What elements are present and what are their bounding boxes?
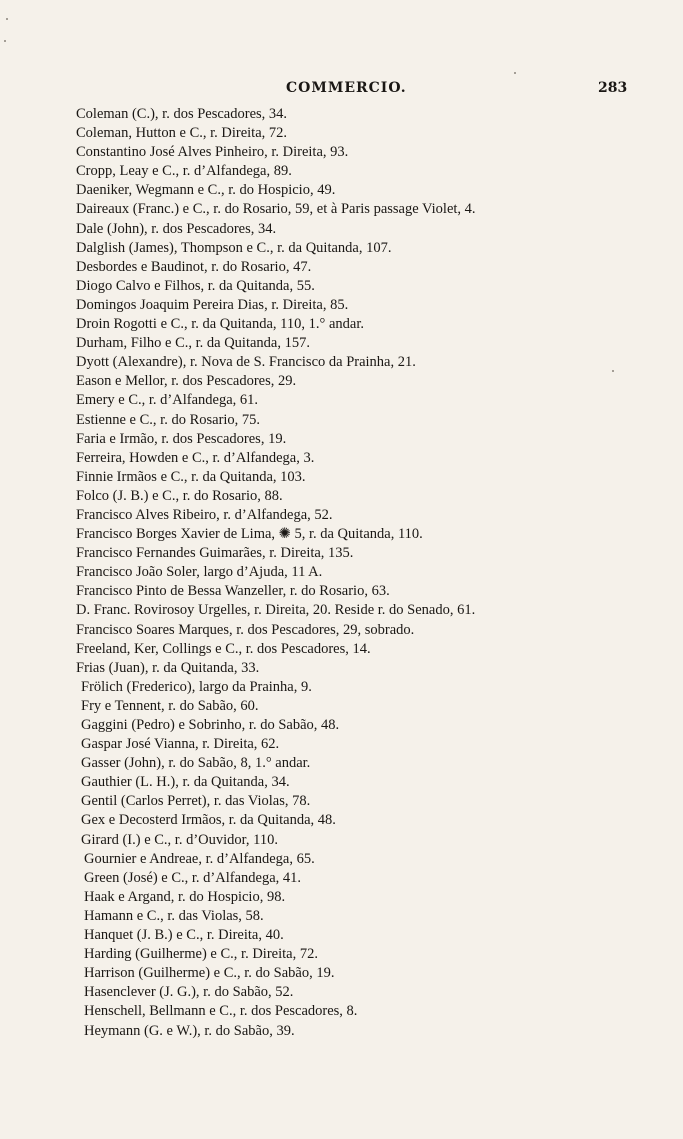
- directory-entry: Coleman, Hutton e C., r. Direita, 72.: [76, 125, 288, 142]
- directory-entry: Hamann e C., r. das Violas, 58.: [84, 907, 264, 924]
- directory-entry: Hanquet (J. B.) e C., r. Direita, 40.: [84, 927, 284, 944]
- directory-entry: Gaspar José Vianna, r. Direita, 62.: [81, 736, 280, 753]
- directory-entry: Dale (John), r. dos Pescadores, 34.: [76, 220, 277, 237]
- directory-entry: Diogo Calvo e Filhos, r. da Quitanda, 55.: [76, 277, 315, 294]
- directory-entry: Domingos Joaquim Pereira Dias, r. Direita, 85.: [76, 296, 349, 313]
- directory-entry: Desbordes e Baudinot, r. do Rosario, 47.: [76, 258, 312, 275]
- directory-entry: Faria e Irmão, r. dos Pescadores, 19.: [76, 430, 287, 447]
- directory-entry: Green (José) e C., r. d’Alfandega, 41.: [84, 869, 302, 886]
- directory-entry: Gauthier (L. H.), r. da Quitanda, 34.: [81, 774, 290, 791]
- directory-entry: Eason e Mellor, r. dos Pescadores, 29.: [76, 373, 297, 390]
- page-title: COMMERCIO.: [286, 80, 407, 96]
- directory-entry: Gentil (Carlos Perret), r. das Violas, 78.: [81, 793, 311, 810]
- paper-speck: [612, 370, 614, 372]
- directory-entry: Emery e C., r. d’Alfandega, 61.: [76, 392, 259, 409]
- directory-entry: Droin Rogotti e C., r. da Quitanda, 110, 1.° andar.: [76, 316, 364, 333]
- directory-entry: Harrison (Guilherme) e C., r. do Sabão, 19.: [84, 965, 335, 982]
- directory-entry: Dyott (Alexandre), r. Nova de S. Francisco da Prainha, 21.: [76, 354, 416, 371]
- directory-entry: Harding (Guilherme) e C., r. Direita, 72.: [84, 946, 318, 963]
- paper-speck: [4, 40, 6, 42]
- directory-entry: Hasenclever (J. G.), r. do Sabão, 52.: [84, 984, 294, 1001]
- merchant-directory-list: [76, 105, 666, 1041]
- directory-entry: Haak e Argand, r. do Hospicio, 98.: [84, 888, 286, 905]
- directory-entry: Henschell, Bellmann e C., r. dos Pescadores, 8.: [84, 1003, 358, 1020]
- directory-entry: Estienne e C., r. do Rosario, 75.: [76, 411, 261, 428]
- directory-entry: Gournier e Andreae, r. d’Alfandega, 65.: [84, 850, 315, 867]
- directory-entry: Heymann (G. e W.), r. do Sabão, 39.: [84, 1022, 295, 1039]
- directory-entry: Daeniker, Wegmann e C., r. do Hospicio, 49.: [76, 182, 336, 199]
- directory-entry: Francisco Soares Marques, r. dos Pescadores, 29, sobrado.: [76, 621, 415, 638]
- directory-entry: Gasser (John), r. do Sabão, 8, 1.° andar.: [81, 755, 311, 772]
- paper-speck: [6, 18, 8, 20]
- directory-entry: Daireaux (Franc.) e C., r. do Rosario, 59, et à Paris passage Violet, 4.: [76, 201, 476, 218]
- directory-entry: Freeland, Ker, Collings e C., r. dos Pescadores, 14.: [76, 640, 371, 657]
- directory-entry: Cropp, Leay e C., r. d’Alfandega, 89.: [76, 163, 292, 180]
- directory-entry: Frölich (Frederico), largo da Prainha, 9.: [81, 678, 312, 695]
- page-number: 283: [598, 80, 628, 96]
- running-head: [0, 80, 683, 102]
- directory-entry: Finnie Irmãos e C., r. da Quitanda, 103.: [76, 468, 306, 485]
- directory-entry: Francisco Alves Ribeiro, r. d’Alfandega, 52.: [76, 506, 333, 523]
- directory-entry: Durham, Filho e C., r. da Quitanda, 157.: [76, 335, 310, 352]
- directory-entry: Dalglish (James), Thompson e C., r. da Quitanda, 107.: [76, 239, 392, 256]
- directory-entry: Gex e Decosterd Irmãos, r. da Quitanda, 48.: [81, 812, 336, 829]
- directory-entry: Constantino José Alves Pinheiro, r. Direita, 93.: [76, 144, 349, 161]
- directory-entry: Francisco Pinto de Bessa Wanzeller, r. do Rosario, 63.: [76, 583, 390, 600]
- directory-entry: D. Franc. Rovirosoy Urgelles, r. Direita, 20. Reside r. do Senado, 61.: [76, 602, 476, 619]
- directory-entry: Gaggini (Pedro) e Sobrinho, r. do Sabão, 48.: [81, 717, 340, 733]
- directory-entry: Fry e Tennent, r. do Sabão, 60.: [81, 697, 259, 714]
- directory-entry: Girard (I.) e C., r. d’Ouvidor, 110.: [81, 831, 279, 848]
- directory-entry: Coleman (C.), r. dos Pescadores, 34.: [76, 106, 288, 122]
- directory-entry: Folco (J. B.) e C., r. do Rosario, 88.: [76, 487, 283, 504]
- directory-entry: Francisco João Soler, largo d’Ajuda, 11 A.: [76, 564, 323, 581]
- directory-entry: Francisco Borges Xavier de Lima, ✺ 5, r. da Quitanda, 110.: [76, 526, 423, 543]
- directory-entry: Francisco Fernandes Guimarães, r. Direita, 135.: [76, 545, 354, 562]
- directory-entry: Ferreira, Howden e C., r. d’Alfandega, 3.: [76, 449, 315, 466]
- directory-entry: Frias (Juan), r. da Quitanda, 33.: [76, 659, 260, 676]
- paper-speck: [514, 72, 516, 74]
